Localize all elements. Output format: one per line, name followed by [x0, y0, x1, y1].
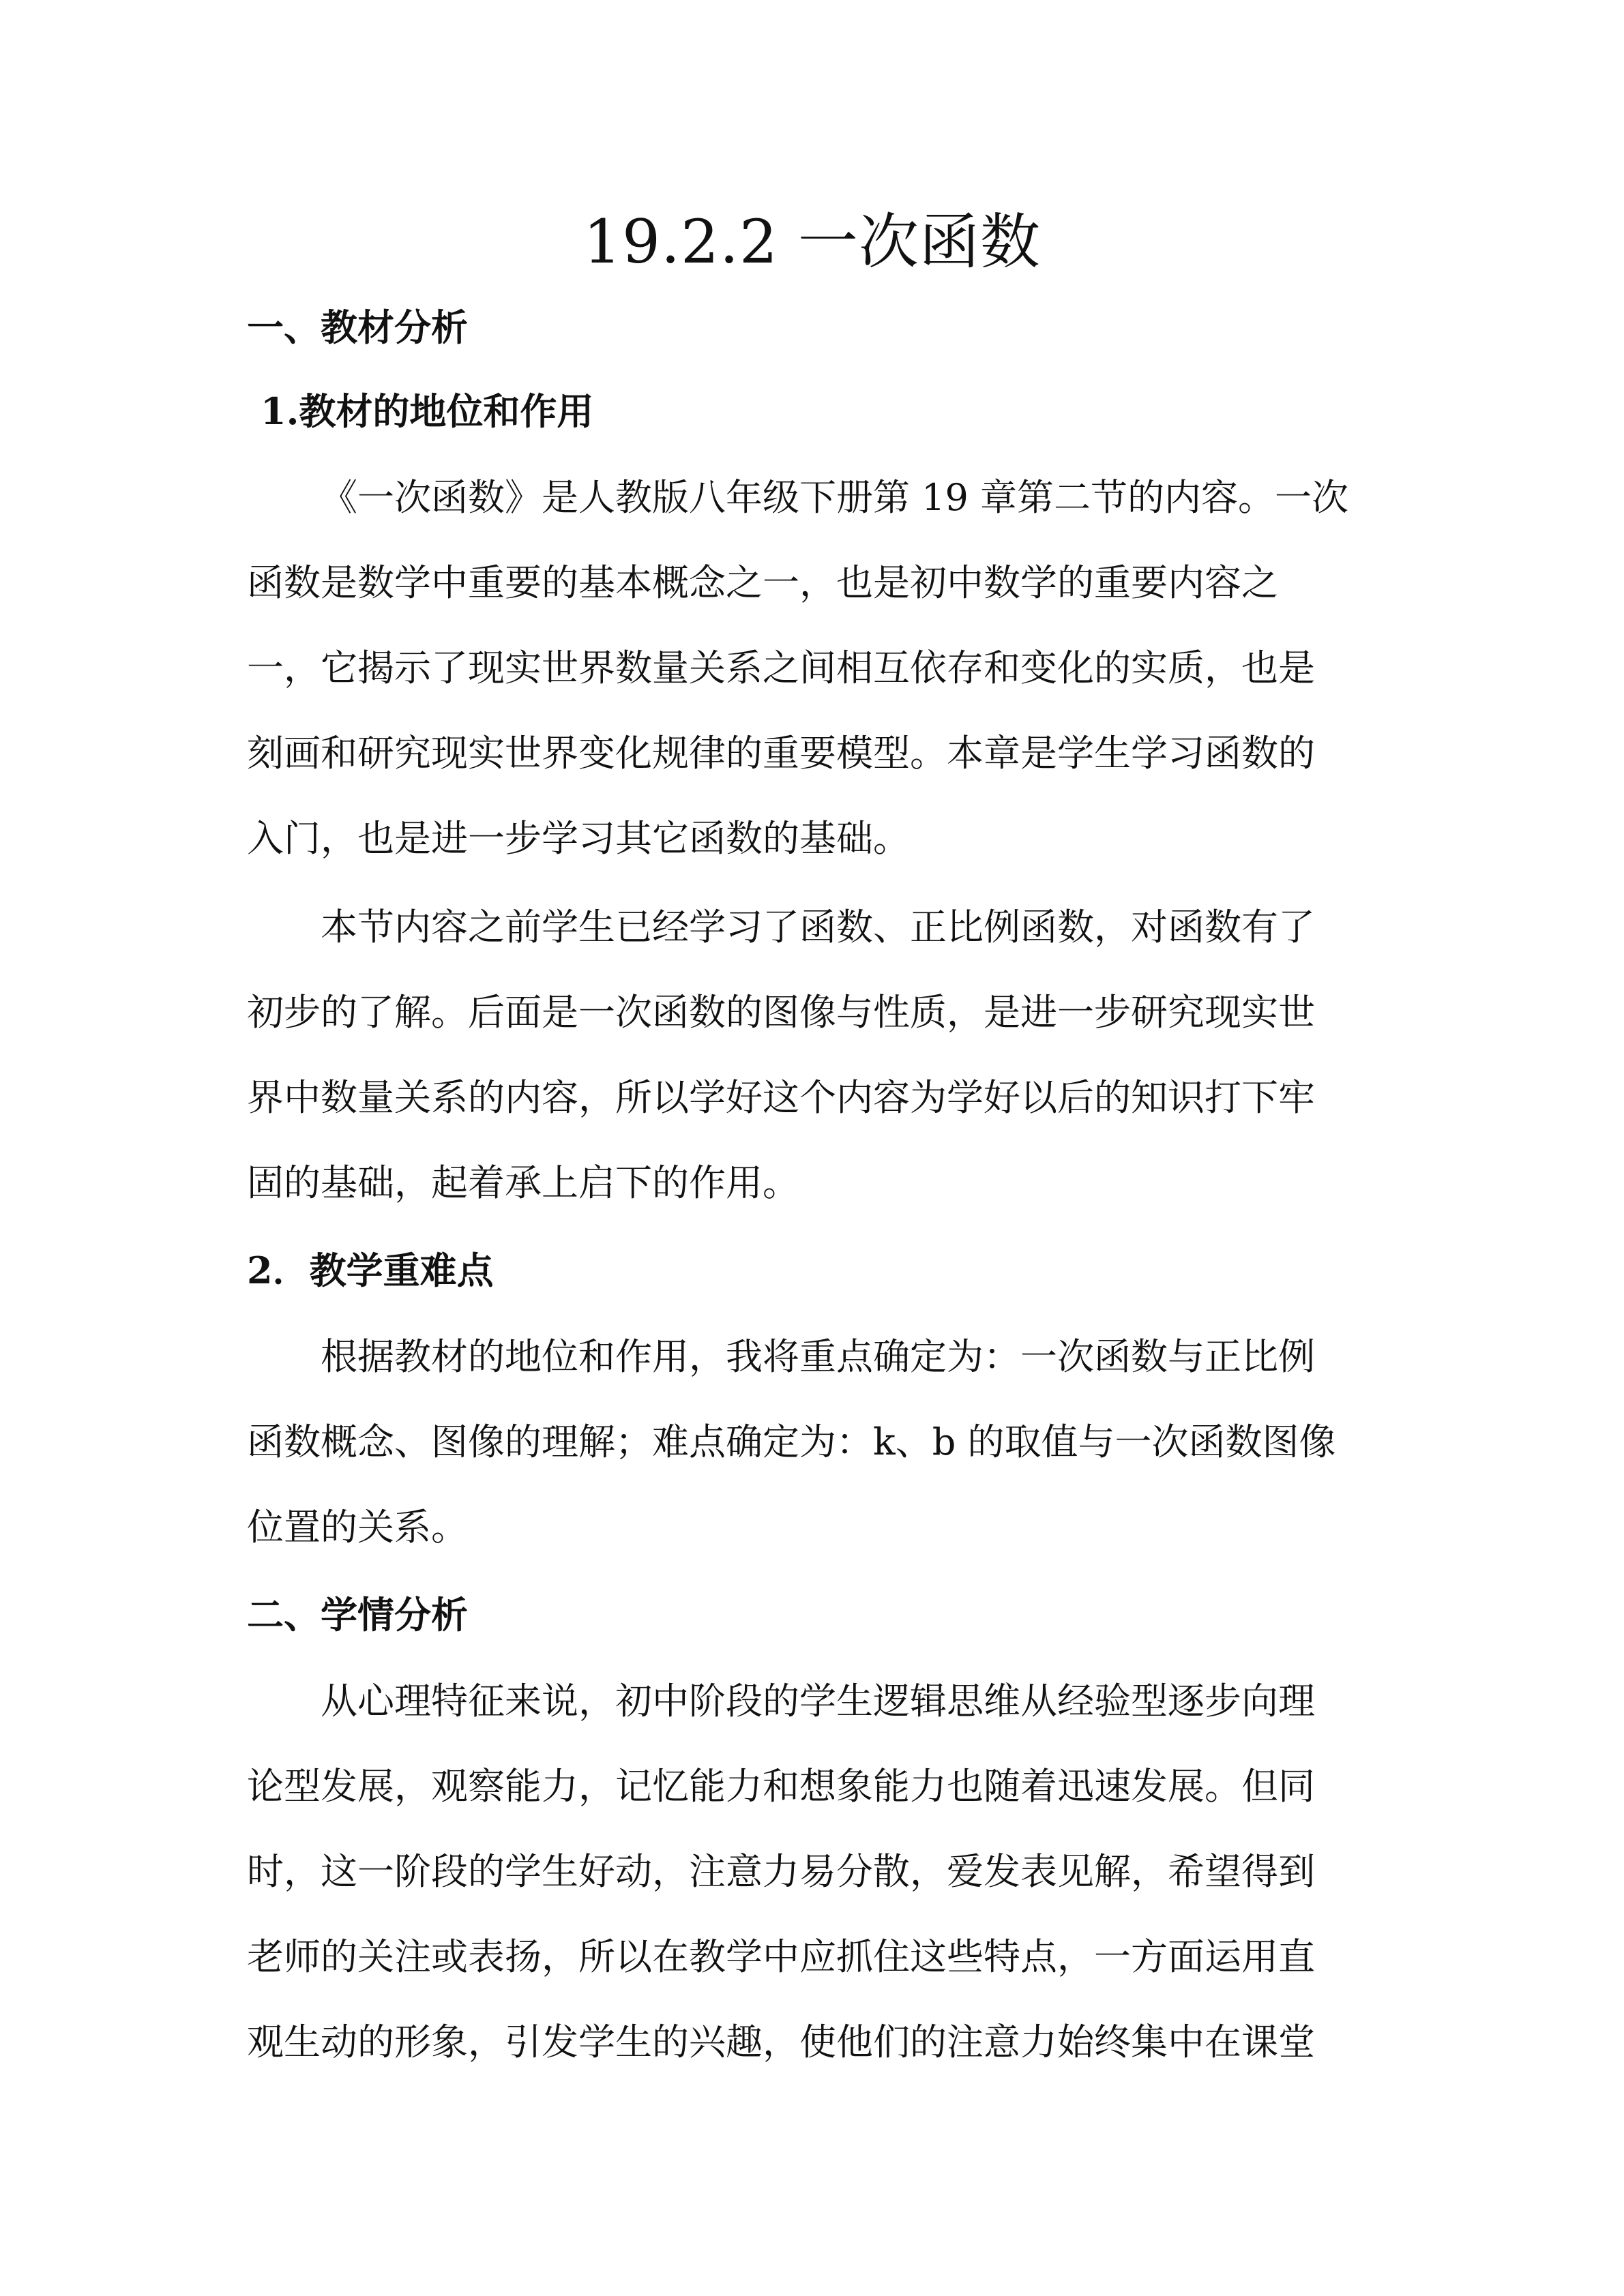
paragraph-line: 从心理特征来说，初中阶段的学生逻辑思维从经验型逐步向理 — [321, 1680, 1315, 1723]
section-heading-student-analysis: 二、学情分析 — [247, 1593, 468, 1637]
paragraph-line: 时，这一阶段的学生好动，注意力易分散，爱发表见解，希望得到 — [247, 1850, 1315, 1893]
paragraph-line: 刻画和研究现实世界变化规律的重要模型。本章是学生学习函数的 — [247, 732, 1315, 775]
paragraph-line: 老师的关注或表扬，所以在教学中应抓住这些特点，一方面运用直 — [247, 1935, 1315, 1978]
paragraph-line: 入门，也是进一步学习其它函数的基础。 — [247, 817, 910, 860]
document-title: 19.2.2 一次函数 — [583, 207, 1041, 277]
paragraph-line: 函数是数学中重要的基本概念之一，也是初中数学的重要内容之 — [247, 561, 1278, 604]
paragraph-line: 本节内容之前学生已经学习了函数、正比例函数，对函数有了 — [321, 906, 1315, 949]
paragraph-line: 固的基础，起着承上启下的作用。 — [247, 1161, 799, 1204]
section-heading-textbook-analysis: 一、教材分析 — [247, 305, 468, 349]
paragraph-line: 观生动的形象，引发学生的兴趣，使他们的注意力始终集中在课堂 — [247, 2021, 1315, 2063]
paragraph-line: 初步的了解。后面是一次函数的图像与性质，是进一步研究现实世 — [247, 991, 1315, 1034]
subsection-heading-key-points: 2．教学重难点 — [247, 1249, 494, 1292]
paragraph-line: 位置的关系。 — [247, 1506, 468, 1549]
paragraph-line: 函数概念、图像的理解；难点确定为：k、b 的取值与一次函数图像 — [247, 1420, 1336, 1463]
paragraph-line: 一，它揭示了现实世界数量关系之间相互依存和变化的实质，也是 — [247, 646, 1315, 689]
paragraph-line: 《一次函数》是人教版八年级下册第 19 章第二节的内容。一次 — [321, 476, 1349, 519]
paragraph-line: 论型发展，观察能力，记忆能力和想象能力也随着迅速发展。但同 — [247, 1765, 1315, 1808]
paragraph-line: 根据教材的地位和作用，我将重点确定为：一次函数与正比例 — [321, 1335, 1315, 1378]
subsection-heading-role: 1.教材的地位和作用 — [261, 389, 594, 433]
paragraph-line: 界中数量关系的内容，所以学好这个内容为学好以后的知识打下牢 — [247, 1076, 1315, 1119]
